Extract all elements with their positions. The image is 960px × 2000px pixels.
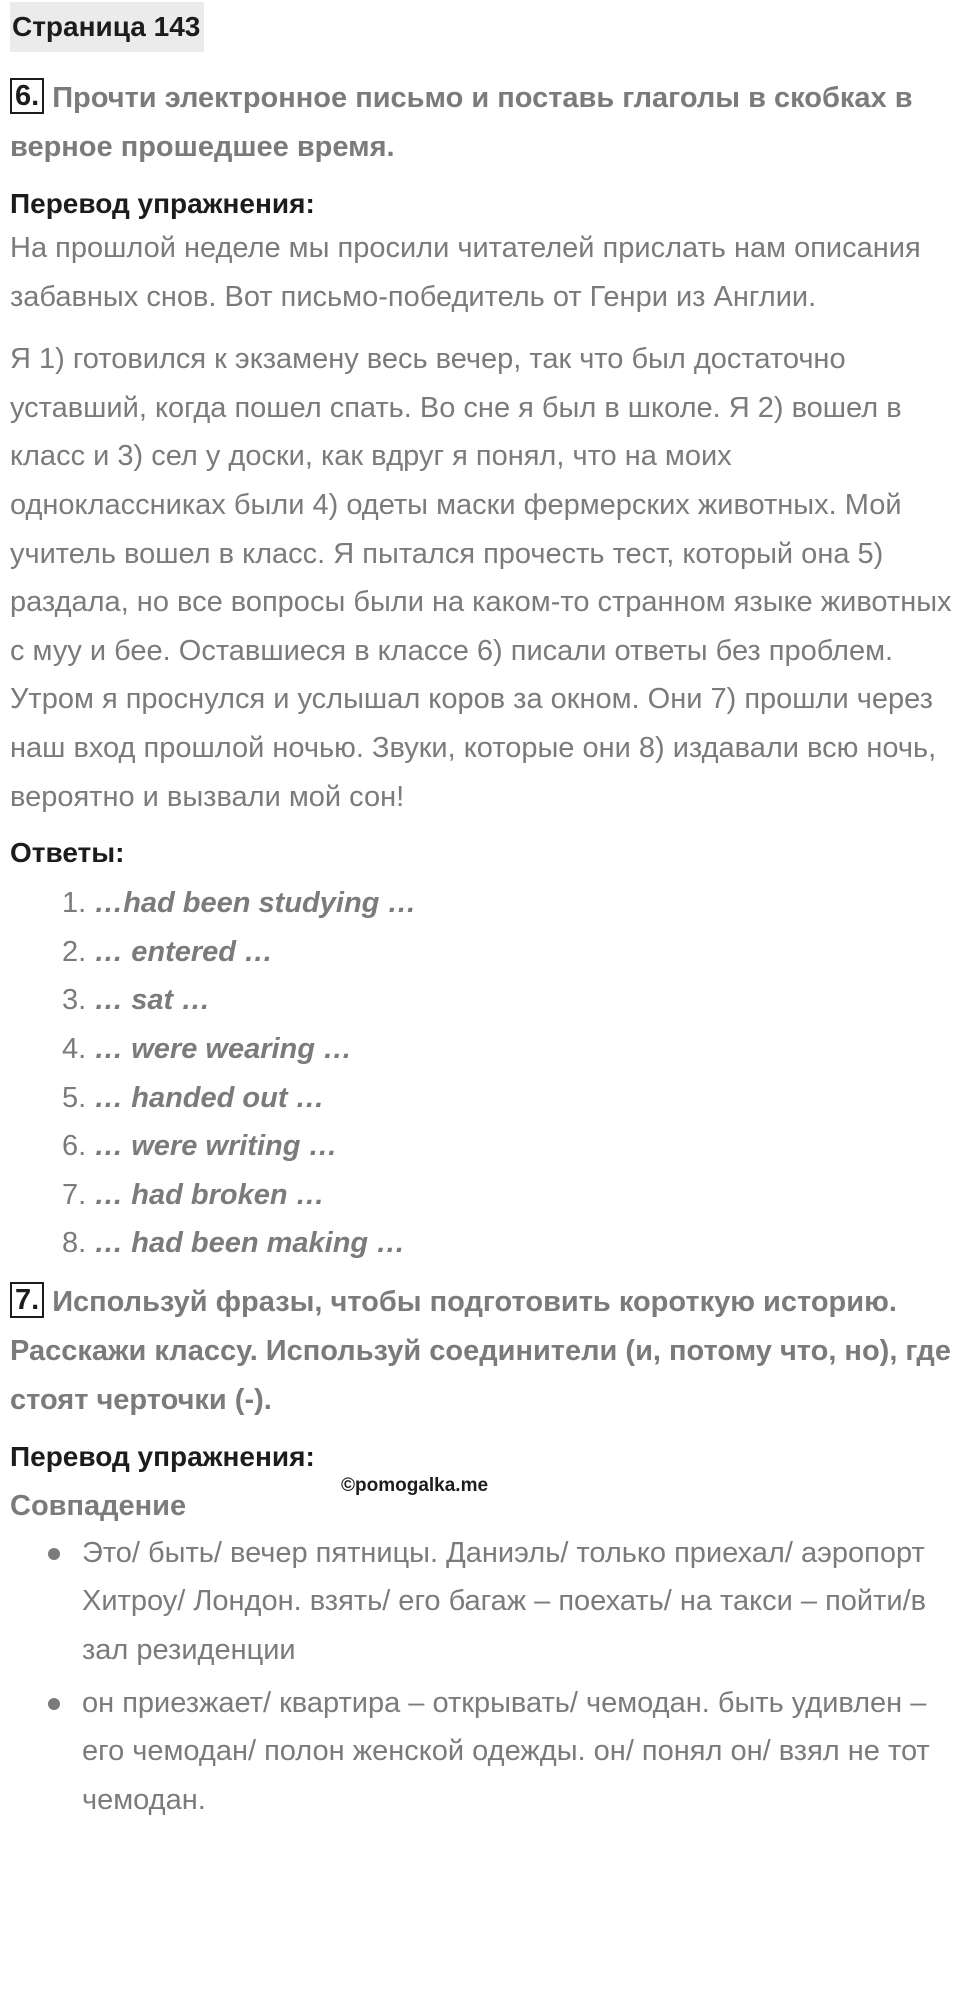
translation-title-2: Перевод упражнения: (10, 1440, 315, 1472)
task-6-number: 6. (10, 78, 44, 114)
answer-text: …had been studying … (94, 887, 417, 920)
answer-number: 7. (62, 1178, 87, 1211)
answer-number: 2. (62, 935, 87, 968)
answer-item (62, 1074, 955, 1123)
bullet-icon (48, 1548, 60, 1560)
translation-paragraph-1: На прошлой неделе мы просили читателей прислать нам описания забавных снов. Вот письмо-победитель от Генри из Англии. (10, 232, 921, 313)
answer-text: … handed out … (94, 1081, 325, 1114)
answer-number: 8. (62, 1227, 87, 1260)
task-7 (10, 1278, 955, 1425)
answer-text: … sat … (94, 984, 211, 1017)
task-6-text: Прочти электронное письмо и поставь глаголы в скобках в верное прошедшее время. (10, 82, 913, 163)
answer-text: … had broken … (94, 1178, 325, 1211)
answer-item (62, 1025, 955, 1074)
bullet-text: Это/ быть/ вечер пятницы. Даниэль/ только приехал/ аэропорт Хитроу/ Лондон. взять/ его багаж – поехать/ на такси – пойти/в зал резиденции (82, 1536, 927, 1667)
watermark: ©pomogalka.me (341, 1474, 489, 1496)
answer-text: … entered … (94, 935, 274, 968)
answers-title: Ответы: (10, 837, 125, 869)
answer-item (62, 1122, 955, 1171)
answer-number: 1. (62, 887, 87, 920)
subtitle: Совпадение (10, 1489, 187, 1522)
answers-list (10, 879, 955, 1268)
answer-number: 5. (62, 1081, 87, 1114)
answer-text: … were wearing … (94, 1032, 353, 1065)
task-7-number: 7. (10, 1282, 44, 1318)
task-6 (10, 74, 955, 172)
answer-item (62, 1171, 955, 1220)
bullet-list (10, 1529, 955, 1825)
page-header: Страница 143 (10, 2, 204, 52)
answer-number: 6. (62, 1130, 87, 1163)
answer-item (62, 879, 955, 928)
subtitle-row (10, 1474, 955, 1529)
bullet-item (82, 1529, 955, 1675)
translation-title: Перевод упражнения: (10, 188, 315, 219)
answer-number: 4. (62, 1032, 87, 1065)
answer-item (62, 928, 955, 977)
page (10, 0, 955, 1828)
bullet-icon (48, 1698, 60, 1710)
bullet-item (82, 1679, 955, 1825)
answer-number: 3. (62, 984, 87, 1017)
answer-text: … were writing … (94, 1130, 338, 1163)
task-7-text: Используй фразы, чтобы подготовить короткую историю. Расскажи классу. Используй соединители (и, потому что, но), где стоят черточки (-). (10, 1285, 951, 1416)
translation-paragraph-2: Я 1) готовился к экзамену весь вечер, так что был достаточно уставший, когда пошел спать. Во сне я был в школе. Я 2) вошел в класс и 3) сел у доски, как вдруг я понял, что на моих одноклассниках были 4) одеты маски фермерских животных. Мой учитель вошел в класс. Я пытался прочесть тест, который она 5) раздала, но все вопросы были на каком-то странном языке животных с муу и бее. Оставшиеся в классе 6) писали ответы без проблем. Утром я проснулся и услышал коров за окном. Они 7) прошли через наш вход прошлой ночью. Звуки, которые они 8) издавали всю ночь, вероятно и вызвали мой сон! (10, 343, 952, 813)
bullet-text: он приезжает/ квартира – открывать/ чемодан. быть удивлен – его чемодан/ полон женской одежды. он/ понял он/ взял не тот чемодан. (82, 1686, 930, 1816)
answer-item (62, 1219, 955, 1268)
answer-item (62, 976, 955, 1025)
answer-text: … had been making … (94, 1227, 406, 1260)
